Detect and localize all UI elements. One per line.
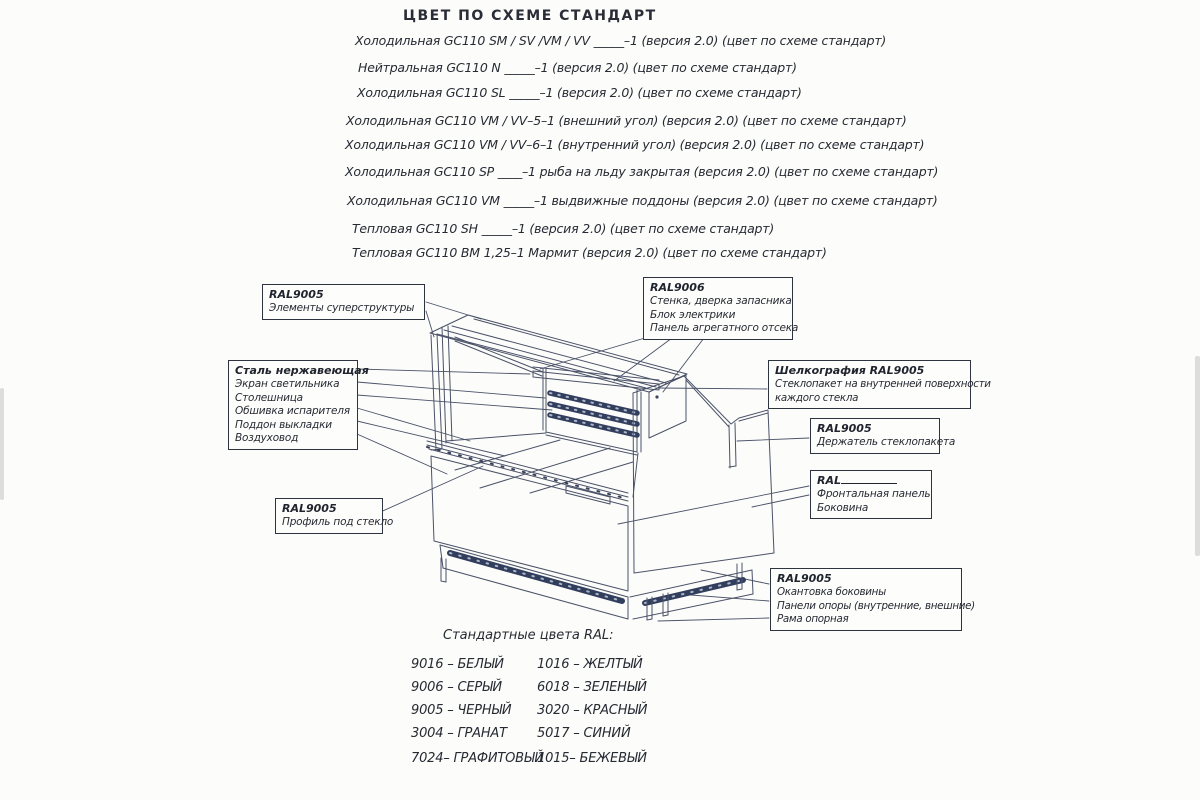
ral-entry: 6018 – ЗЕЛЕНЫЙ	[537, 680, 647, 695]
callout-line: Рама опорная	[777, 613, 849, 625]
ral-entry: 9005 – ЧЕРНЫЙ	[411, 703, 512, 718]
side-panel	[633, 376, 774, 573]
callout-line: Элементы суперструктуры	[269, 302, 415, 314]
callout-line: Стенка, дверка запасника	[650, 295, 792, 307]
callout-line: Фронтальная панель	[817, 488, 931, 500]
callout-line: Обшивка испарителя	[235, 405, 350, 417]
callout-glass-profile	[275, 498, 394, 534]
base-plinth	[440, 545, 753, 619]
leader-lines	[357, 302, 809, 621]
ral-row	[405, 703, 725, 726]
blank-underline	[841, 474, 897, 484]
callout-line: Окантовка боковины	[777, 586, 886, 598]
callout-glass-holder	[810, 418, 956, 454]
callout-header: RAL9005	[282, 502, 337, 515]
callout-line: Блок электрики	[650, 308, 736, 321]
model-line: Холодильная GC110 SM / SV /VM / VV _____–1 (версия 2.0) (цвет по схеме стандарт)	[355, 33, 887, 48]
callout-line: каждого стекла	[775, 391, 859, 404]
model-line: Холодильная GC110 VM _____–1 выдвижные поддоны (версия 2.0) (цвет по схеме стандарт)	[347, 193, 938, 208]
callout-line: Экран светильника	[235, 378, 340, 390]
callout-silkscreen	[768, 360, 991, 409]
ral-table-header: Стандартные цвета RAL:	[443, 628, 614, 643]
callout-line: Поддон выкладки	[235, 418, 332, 431]
callout-line: Боковина	[817, 501, 869, 514]
callout-stainless	[228, 360, 369, 450]
page-title: ЦВЕТ ПО СХЕМЕ СТАНДАРТ	[403, 8, 657, 24]
callout-superstructure	[262, 284, 425, 320]
ral-row	[405, 751, 725, 774]
model-line: Холодильная GC110 SL _____–1 (версия 2.0) (цвет по схеме стандарт)	[357, 85, 802, 100]
callout-front-side-panel	[810, 470, 932, 519]
callout-line: Панель агрегатного отсека	[650, 322, 799, 334]
ral-entry: 9016 – БЕЛЫЙ	[411, 657, 504, 672]
callout-back-wall	[643, 277, 799, 340]
model-line: Холодильная GC110 VM / VV–5–1 (внешний угол) (версия 2.0) (цвет по схеме стандарт)	[346, 113, 907, 128]
ral-row	[405, 680, 725, 703]
ral-entry: 7024– ГРАФИТОВЫЙ	[411, 751, 544, 766]
callout-header: RAL9005	[817, 422, 872, 435]
ral-entry: 1016 – ЖЕЛТЫЙ	[537, 657, 643, 672]
model-line: Нейтральная GC110 N _____–1 (версия 2.0) (цвет по схеме стандарт)	[358, 60, 797, 75]
ral-row	[405, 726, 725, 749]
callout-base-frame	[770, 568, 975, 631]
callout-header: RAL	[817, 474, 925, 488]
callout-header: Шелкография RAL9005	[775, 364, 925, 377]
ral-entry: 3004 – ГРАНАТ	[411, 726, 507, 741]
model-line: Тепловая GC110 SH _____–1 (версия 2.0) (цвет по схеме стандарт)	[352, 221, 775, 236]
callout-header: Сталь нержавеющая	[235, 364, 369, 377]
ral-entry: 9006 – СЕРЫЙ	[411, 680, 502, 695]
callout-line: Профиль под стекло	[282, 516, 394, 528]
left-end-posts	[431, 326, 452, 450]
ral-entry: 5017 – СИНИЙ	[537, 726, 631, 741]
callout-line: Стеклопакет на внутренней поверхности	[775, 378, 991, 390]
callout-header: RAL9005	[269, 288, 324, 301]
ral-entry: 1015– БЕЖЕВЫЙ	[537, 751, 647, 766]
exposition-deck	[446, 433, 638, 497]
callout-header: RAL9006	[650, 281, 705, 294]
model-line: Холодильная GC110 SP ____–1 рыба на льду закрытая (версия 2.0) (цвет по схеме стандарт)	[345, 164, 939, 179]
ral-row	[405, 657, 725, 680]
model-line: Тепловая GC110 BM 1,25–1 Мармит (версия 2.0) (цвет по схеме стандарт)	[352, 245, 827, 260]
callout-line: Воздуховод	[235, 432, 299, 444]
back-end-panel	[649, 375, 686, 438]
callout-line: Столешница	[235, 391, 303, 404]
callout-header: RAL9005	[777, 572, 832, 585]
callout-line: Держатель стеклопакета	[817, 436, 956, 448]
callout-line: Панели опоры (внутренние, внешние)	[777, 599, 975, 612]
ral-entry: 3020 – КРАСНЫЙ	[537, 703, 648, 718]
model-line: Холодильная GC110 VM / VV–6–1 (внутренний угол) (версия 2.0) (цвет по схеме стандарт)	[345, 137, 925, 152]
